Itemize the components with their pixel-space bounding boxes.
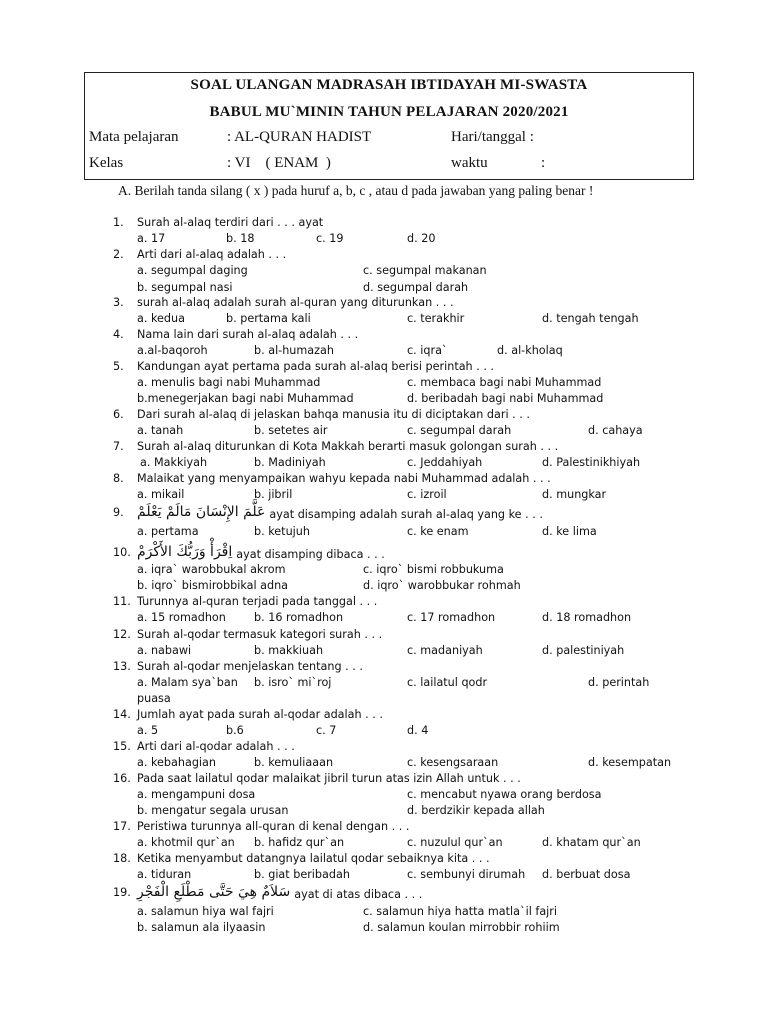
time-label: waktu <box>451 155 488 171</box>
answer-option[interactable]: d. perintah <box>588 676 650 689</box>
question-number: 16. <box>113 772 131 785</box>
question-number: 15. <box>113 740 131 753</box>
answer-option[interactable]: a. mengampuni dosa <box>137 788 256 801</box>
question-number: 5. <box>113 360 124 373</box>
question-6 <box>0 408 768 424</box>
class-label: Kelas <box>89 155 124 171</box>
exam-title: SOAL ULANGAN MADRASAH IBTIDAYAH MI-SWASTA <box>190 77 588 93</box>
answer-option[interactable]: a. tanah <box>137 424 184 437</box>
answer-option[interactable]: b. salamun ala ilyaasin <box>137 921 266 934</box>
answer-option[interactable]: a. mikail <box>137 488 185 501</box>
question-text <box>137 216 323 229</box>
question-number: 6. <box>113 408 124 421</box>
question-3 <box>0 296 768 312</box>
question-text <box>137 660 363 673</box>
answer-option[interactable]: b. isro` mi`roj <box>254 676 332 689</box>
answer-option[interactable]: c. lailatul qodr <box>407 676 488 689</box>
question-8 <box>0 472 768 488</box>
question-11 <box>0 595 768 611</box>
question-stem: Nama lain dari surah al-alaq adalah . . . <box>137 328 359 341</box>
question-stem: ayat disamping dibaca . . . <box>236 548 385 561</box>
question-number: 17. <box>113 820 131 833</box>
question-number: 4. <box>113 328 124 341</box>
answer-option[interactable]: d. 20 <box>407 232 436 245</box>
answer-option[interactable]: b. jibril <box>254 488 293 501</box>
question-text <box>137 248 286 261</box>
answer-option[interactable]: b. ketujuh <box>254 525 310 538</box>
answer-option[interactable]: d. berdzikir kepada allah <box>407 804 545 817</box>
answer-option[interactable]: d. al-kholaq <box>497 344 563 357</box>
answer-option[interactable]: a. nabawi <box>137 644 192 657</box>
answer-option[interactable]: c. madaniyah <box>407 644 483 657</box>
answer-option[interactable]: d. salamun koulan mirrobbir rohiim <box>363 921 560 934</box>
question-text <box>137 472 551 485</box>
answer-option[interactable]: a. Makkiyah <box>140 456 208 469</box>
answer-option[interactable]: d. mungkar <box>542 488 607 501</box>
answer-option[interactable]: a. salamun hiya wal fajri <box>137 905 274 918</box>
answer-option[interactable]: b. al-humazah <box>254 344 334 357</box>
question-number: 7. <box>113 440 124 453</box>
answer-option[interactable]: a. segumpal daging <box>137 264 248 277</box>
answer-option[interactable]: d. cahaya <box>588 424 643 437</box>
subject-value: : AL-QURAN HADIST <box>227 129 372 145</box>
question-number: 9. <box>113 506 124 519</box>
answer-option[interactable]: c. mencabut nyawa orang berdosa <box>407 788 602 801</box>
question-stem: ayat di atas dibaca . . . <box>294 888 423 901</box>
question-16 <box>0 772 768 788</box>
answer-option[interactable]: d. berbuat dosa <box>542 868 631 881</box>
instruction: A. Berilah tanda silang ( x ) pada huruf a, b, c , atau d pada jawaban yang paling benar ! <box>118 183 594 198</box>
question-stem: ayat disamping adalah surah al-alaq yang ke . . . <box>269 508 543 521</box>
answer-option[interactable]: a. pertama <box>137 525 199 538</box>
question-text <box>137 708 383 721</box>
question-stem: Surah al-alaq diturunkan di Kota Makkah berarti masuk golongan surah . . . <box>137 440 559 453</box>
question-text <box>137 328 358 341</box>
answer-option[interactable]: a. kedua <box>137 312 185 325</box>
answer-option[interactable]: d. khatam qur`an <box>542 836 641 849</box>
question-number: 19. <box>113 886 131 899</box>
answer-option[interactable]: b.6 <box>226 724 244 737</box>
question-text <box>137 740 295 753</box>
question-13 <box>0 660 768 676</box>
answer-option[interactable]: c. Jeddahiyah <box>407 456 483 469</box>
header-box <box>84 72 694 180</box>
question-1 <box>0 216 768 232</box>
question-number: 8. <box>113 472 124 485</box>
answer-option[interactable]: c. 19 <box>316 232 344 245</box>
answer-option[interactable]: c. terakhir <box>407 312 465 325</box>
answer-option[interactable]: d. Palestinikhiyah <box>542 456 641 469</box>
answer-option[interactable]: c. 7 <box>316 724 337 737</box>
answer-option[interactable]: d. iqro` warobbukar rohmah <box>363 579 521 592</box>
question-stem: surah al-alaq adalah surah al-quran yang diturunkan . . . <box>137 296 454 309</box>
answer-option[interactable]: d. kesempatan <box>588 756 672 769</box>
answer-option[interactable]: c. iqra` <box>407 344 448 357</box>
answer-option[interactable]: c. iqro` bismi robbukuma <box>363 563 504 576</box>
answer-option[interactable]: a. khotmil qur`an <box>137 836 235 849</box>
answer-option[interactable]: b.menegerjakan bagi nabi Muhammad <box>137 392 354 405</box>
question-stem: Arti dari al-alaq adalah . . . <box>137 248 287 261</box>
answer-option[interactable]: a. 17 <box>137 232 166 245</box>
question-text <box>137 628 382 641</box>
answer-option[interactable]: b. 18 <box>226 232 255 245</box>
time-colon: : <box>541 155 546 171</box>
question-number: 10. <box>113 546 131 559</box>
question-number: 3. <box>113 296 124 309</box>
answer-option[interactable]: c. membaca bagi nabi Muhammad <box>407 376 602 389</box>
answer-option[interactable]: b. Madiniyah <box>254 456 326 469</box>
answer-option[interactable]: d. beribadah bagi nabi Muhammad <box>407 392 604 405</box>
question-text <box>137 886 422 902</box>
question-9 <box>0 506 768 522</box>
answer-option[interactable]: d. ke lima <box>542 525 597 538</box>
question-text <box>137 772 521 785</box>
arabic-verse: سَلاَمٌ هِيَ حَتَّى مَطْلَعِ الْفَجْرِ <box>137 884 291 900</box>
answer-option[interactable]: a. kebahagian <box>137 756 216 769</box>
question-stem: Peristiwa turunnya all-quran di kenal dengan . . . <box>137 820 410 833</box>
date-label: Hari/tanggal : <box>451 129 534 145</box>
question-19 <box>0 886 768 902</box>
question-number: 14. <box>113 708 131 721</box>
question-stem: Surah al-alaq terdiri dari . . . ayat <box>137 216 324 229</box>
question-number: 1. <box>113 216 124 229</box>
answer-option[interactable]: b. giat beribadah <box>254 868 350 881</box>
answer-option[interactable]: c. salamun hiya hatta matla`il fajri <box>363 905 557 918</box>
question-stem: Surah al-qodar menjelaskan tentang . . . <box>137 660 363 673</box>
answer-option[interactable]: a. iqra` warobbukal akrom <box>137 563 286 576</box>
answer-option[interactable]: c. 17 romadhon <box>407 611 496 624</box>
question-stem: Turunnya al-quran terjadi pada tanggal . . . <box>137 595 378 608</box>
question-text <box>137 440 558 453</box>
question-18 <box>0 852 768 868</box>
question-text <box>137 546 385 562</box>
answer-option[interactable]: b. iqro` bismirobbikal adna <box>137 579 289 592</box>
question-text <box>137 296 454 309</box>
answer-option[interactable]: d. segumpal darah <box>363 281 469 294</box>
answer-option[interactable]: d. palestiniyah <box>542 644 625 657</box>
answer-option[interactable]: c. nuzulul qur`an <box>407 836 503 849</box>
question-stem: Arti dari al-qodar adalah . . . <box>137 740 295 753</box>
question-stem: Dari surah al-alaq di jelaskan bahqa manusia itu di diciptakan dari . . . <box>137 408 530 421</box>
school-year-title: BABUL MU`MININ TAHUN PELAJARAN 2020/2021 <box>209 104 569 120</box>
class-value: : VI ( ENAM ) <box>227 155 331 171</box>
question-stem: Malaikat yang menyampaikan wahyu kepada nabi Muhammad adalah . . . <box>137 472 551 485</box>
answer-option[interactable]: b. hafidz qur`an <box>254 836 345 849</box>
answer-option[interactable]: c. segumpal darah <box>407 424 512 437</box>
question-stem: Kandungan ayat pertama pada surah al-alaq berisi perintah . . . <box>137 360 494 373</box>
answer-option[interactable]: a. 5 <box>137 724 159 737</box>
question-text <box>137 506 543 522</box>
answer-option[interactable]: d. 18 romadhon <box>542 611 632 624</box>
answer-option[interactable]: c. kesengsaraan <box>407 756 499 769</box>
answer-option[interactable]: a. menulis bagi nabi Muhammad <box>137 376 321 389</box>
answer-option[interactable]: d. 4 <box>407 724 429 737</box>
answer-option[interactable]: a. 15 romadhon <box>137 611 226 624</box>
answer-option[interactable]: c. segumpal makanan <box>363 264 487 277</box>
question-5 <box>0 360 768 376</box>
question-15 <box>0 740 768 756</box>
question-text <box>137 852 490 865</box>
question-2 <box>0 248 768 264</box>
arabic-verse: عَلَّمَ الإِنْسَانَ مَالَمْ يَعْلَمْ <box>137 504 266 520</box>
answer-option[interactable]: c. ke enam <box>407 525 469 538</box>
question-text <box>137 820 409 833</box>
question-10 <box>0 546 768 562</box>
answer-option[interactable]: b. segumpal nasi <box>137 281 233 294</box>
question-4 <box>0 328 768 344</box>
answer-option[interactable]: puasa <box>137 692 171 705</box>
question-text <box>137 595 377 608</box>
answer-option[interactable]: b. 16 romadhon <box>254 611 344 624</box>
question-text <box>137 360 494 373</box>
question-stem: Surah al-qodar termasuk kategori surah . . . <box>137 628 383 641</box>
answer-option[interactable]: a. Malam sya`ban <box>137 676 238 689</box>
answer-option[interactable]: d. tengah tengah <box>542 312 639 325</box>
answer-option[interactable]: a.al-baqoroh <box>137 344 208 357</box>
answer-option[interactable]: b. pertama kali <box>226 312 311 325</box>
answer-option[interactable]: b. makkiuah <box>254 644 324 657</box>
answer-option[interactable]: c. izroil <box>407 488 447 501</box>
question-stem: Jumlah ayat pada surah al-qodar adalah . . . <box>137 708 383 721</box>
answer-option[interactable]: a. tiduran <box>137 868 192 881</box>
question-text <box>137 408 530 421</box>
question-number: 11. <box>113 595 131 608</box>
question-stem: Ketika menyambut datangnya lailatul qodar sebaiknya kita . . . <box>137 852 490 865</box>
subject-label: Mata pelajaran <box>89 129 179 145</box>
answer-option[interactable]: c. sembunyi dirumah <box>407 868 526 881</box>
question-stem: Pada saat lailatul qodar malaikat jibril turun atas izin Allah untuk . . . <box>137 772 521 785</box>
answer-option[interactable]: b. mengatur segala urusan <box>137 804 289 817</box>
question-number: 2. <box>113 248 124 261</box>
question-number: 13. <box>113 660 131 673</box>
arabic-verse: اِقْرَأْ وَرَبُّكَ الأَكْرَمْ <box>137 544 233 560</box>
question-7 <box>0 440 768 456</box>
question-17 <box>0 820 768 836</box>
question-12 <box>0 628 768 644</box>
answer-option[interactable]: b. setetes air <box>254 424 328 437</box>
question-number: 12. <box>113 628 131 641</box>
question-14 <box>0 708 768 724</box>
answer-option[interactable]: b. kemuliaaan <box>254 756 334 769</box>
question-number: 18. <box>113 852 131 865</box>
